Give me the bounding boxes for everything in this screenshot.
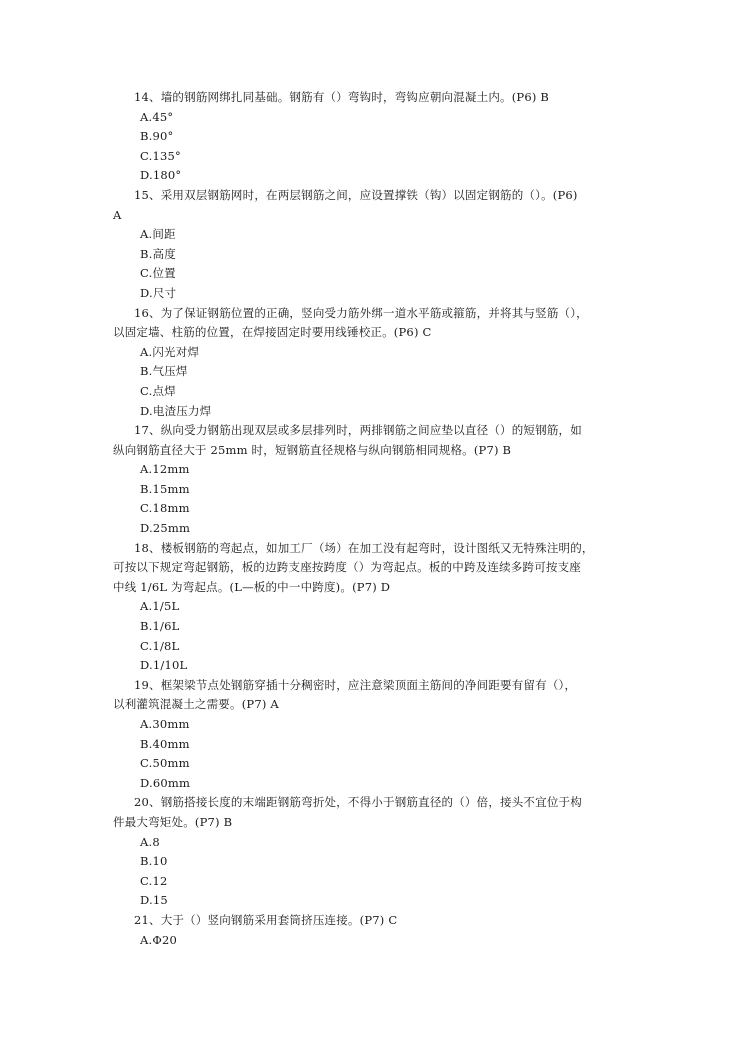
answer-option: D.尺寸 [140, 285, 177, 300]
answer-option: B.高度 [140, 246, 176, 261]
answer-option: C.18mm [140, 501, 190, 516]
question-continuation-line: 中线 1/6L 为弯起点。(L—板的中一中跨度)。(P7) D [113, 579, 391, 594]
question-line: 20、钢筋搭接长度的末端距钢筋弯折处，不得小于钢筋直径的（）倍，接头不宜位于构 [134, 795, 582, 810]
answer-option: D.180° [140, 168, 182, 183]
question-continuation-line: 以利灌筑混凝土之需要。(P7) A [113, 697, 279, 712]
question-continuation-line: A [113, 207, 122, 222]
question-list [113, 88, 633, 950]
question-continuation-line: 可按以下规定弯起钢筋，板的边跨支座按跨度（）为弯起点。板的中跨及连续多跨可按支座 [113, 560, 581, 575]
answer-option: C.点焊 [140, 383, 176, 398]
question-continuation-line: 件最大弯矩处。(P7) B [113, 814, 233, 829]
question-continuation-line: 纵向钢筋直径大于 25mm 时，短钢筋直径规格与纵向钢筋相同规格。(P7) B [113, 442, 512, 457]
answer-option: B.1/6L [140, 619, 180, 634]
answer-option: B.40mm [140, 736, 190, 751]
question-continuation-line: 以固定墙、柱筋的位置，在焊接固定时要用线锤校正。(P6) C [113, 325, 432, 340]
question-line: 14、墙的钢筋网绑扎同基础。钢筋有（）弯钩时，弯钩应朝向混凝土内。(P6) B [134, 90, 550, 104]
answer-option: B.10 [140, 854, 168, 869]
answer-option: A.8 [140, 834, 160, 849]
answer-option: D.电渣压力焊 [140, 403, 212, 418]
answer-option: B.气压焊 [140, 364, 188, 379]
answer-option: C.1/8L [140, 638, 180, 653]
answer-option: C.12 [140, 873, 168, 888]
answer-option: A.30mm [140, 717, 190, 731]
answer-option: A.45° [140, 109, 174, 124]
question-line: 17、纵向受力钢筋出现双层或多层排列时，两排钢筋之间应垫以直径（）的短钢筋，如 [134, 423, 582, 438]
answer-option: D.25mm [140, 521, 191, 536]
answer-option: A.12mm [140, 462, 190, 477]
question-line: 19、框架梁节点处钢筋穿插十分稠密时，应注意梁顶面主筋间的净间距要有留有（）， [134, 677, 577, 692]
answer-option: A.闪光对焊 [140, 344, 200, 359]
answer-option: D.1/10L [140, 658, 188, 673]
answer-option: B.90° [140, 129, 174, 144]
question-line: 21、大于（）竖向钢筋采用套筒挤压连接。(P7) C [134, 912, 398, 927]
answer-option: D.15 [140, 893, 168, 908]
answer-option: D.60mm [140, 775, 191, 790]
answer-option: A.间距 [140, 227, 176, 242]
answer-option: C.135° [140, 148, 181, 163]
answer-option: A.1/5L [140, 599, 180, 614]
answer-option: A.Φ20 [140, 932, 178, 947]
question-line: 15、采用双层钢筋网时，在两层钢筋之间，应设置撑铁（钩）以固定钢筋的（）。(P6) [134, 187, 578, 202]
question-line: 16、为了保证钢筋位置的正确，竖向受力筋外绑一道水平筋或箍筋，并将其与竖筋（）， [134, 305, 588, 320]
answer-option: B.15mm [140, 481, 190, 496]
answer-option: C.位置 [140, 266, 176, 281]
question-line: 18、楼板钢筋的弯起点，如加工厂（场）在加工没有起弯时，设计图纸又无特殊注明的， [134, 540, 594, 555]
answer-option: C.50mm [140, 756, 190, 771]
